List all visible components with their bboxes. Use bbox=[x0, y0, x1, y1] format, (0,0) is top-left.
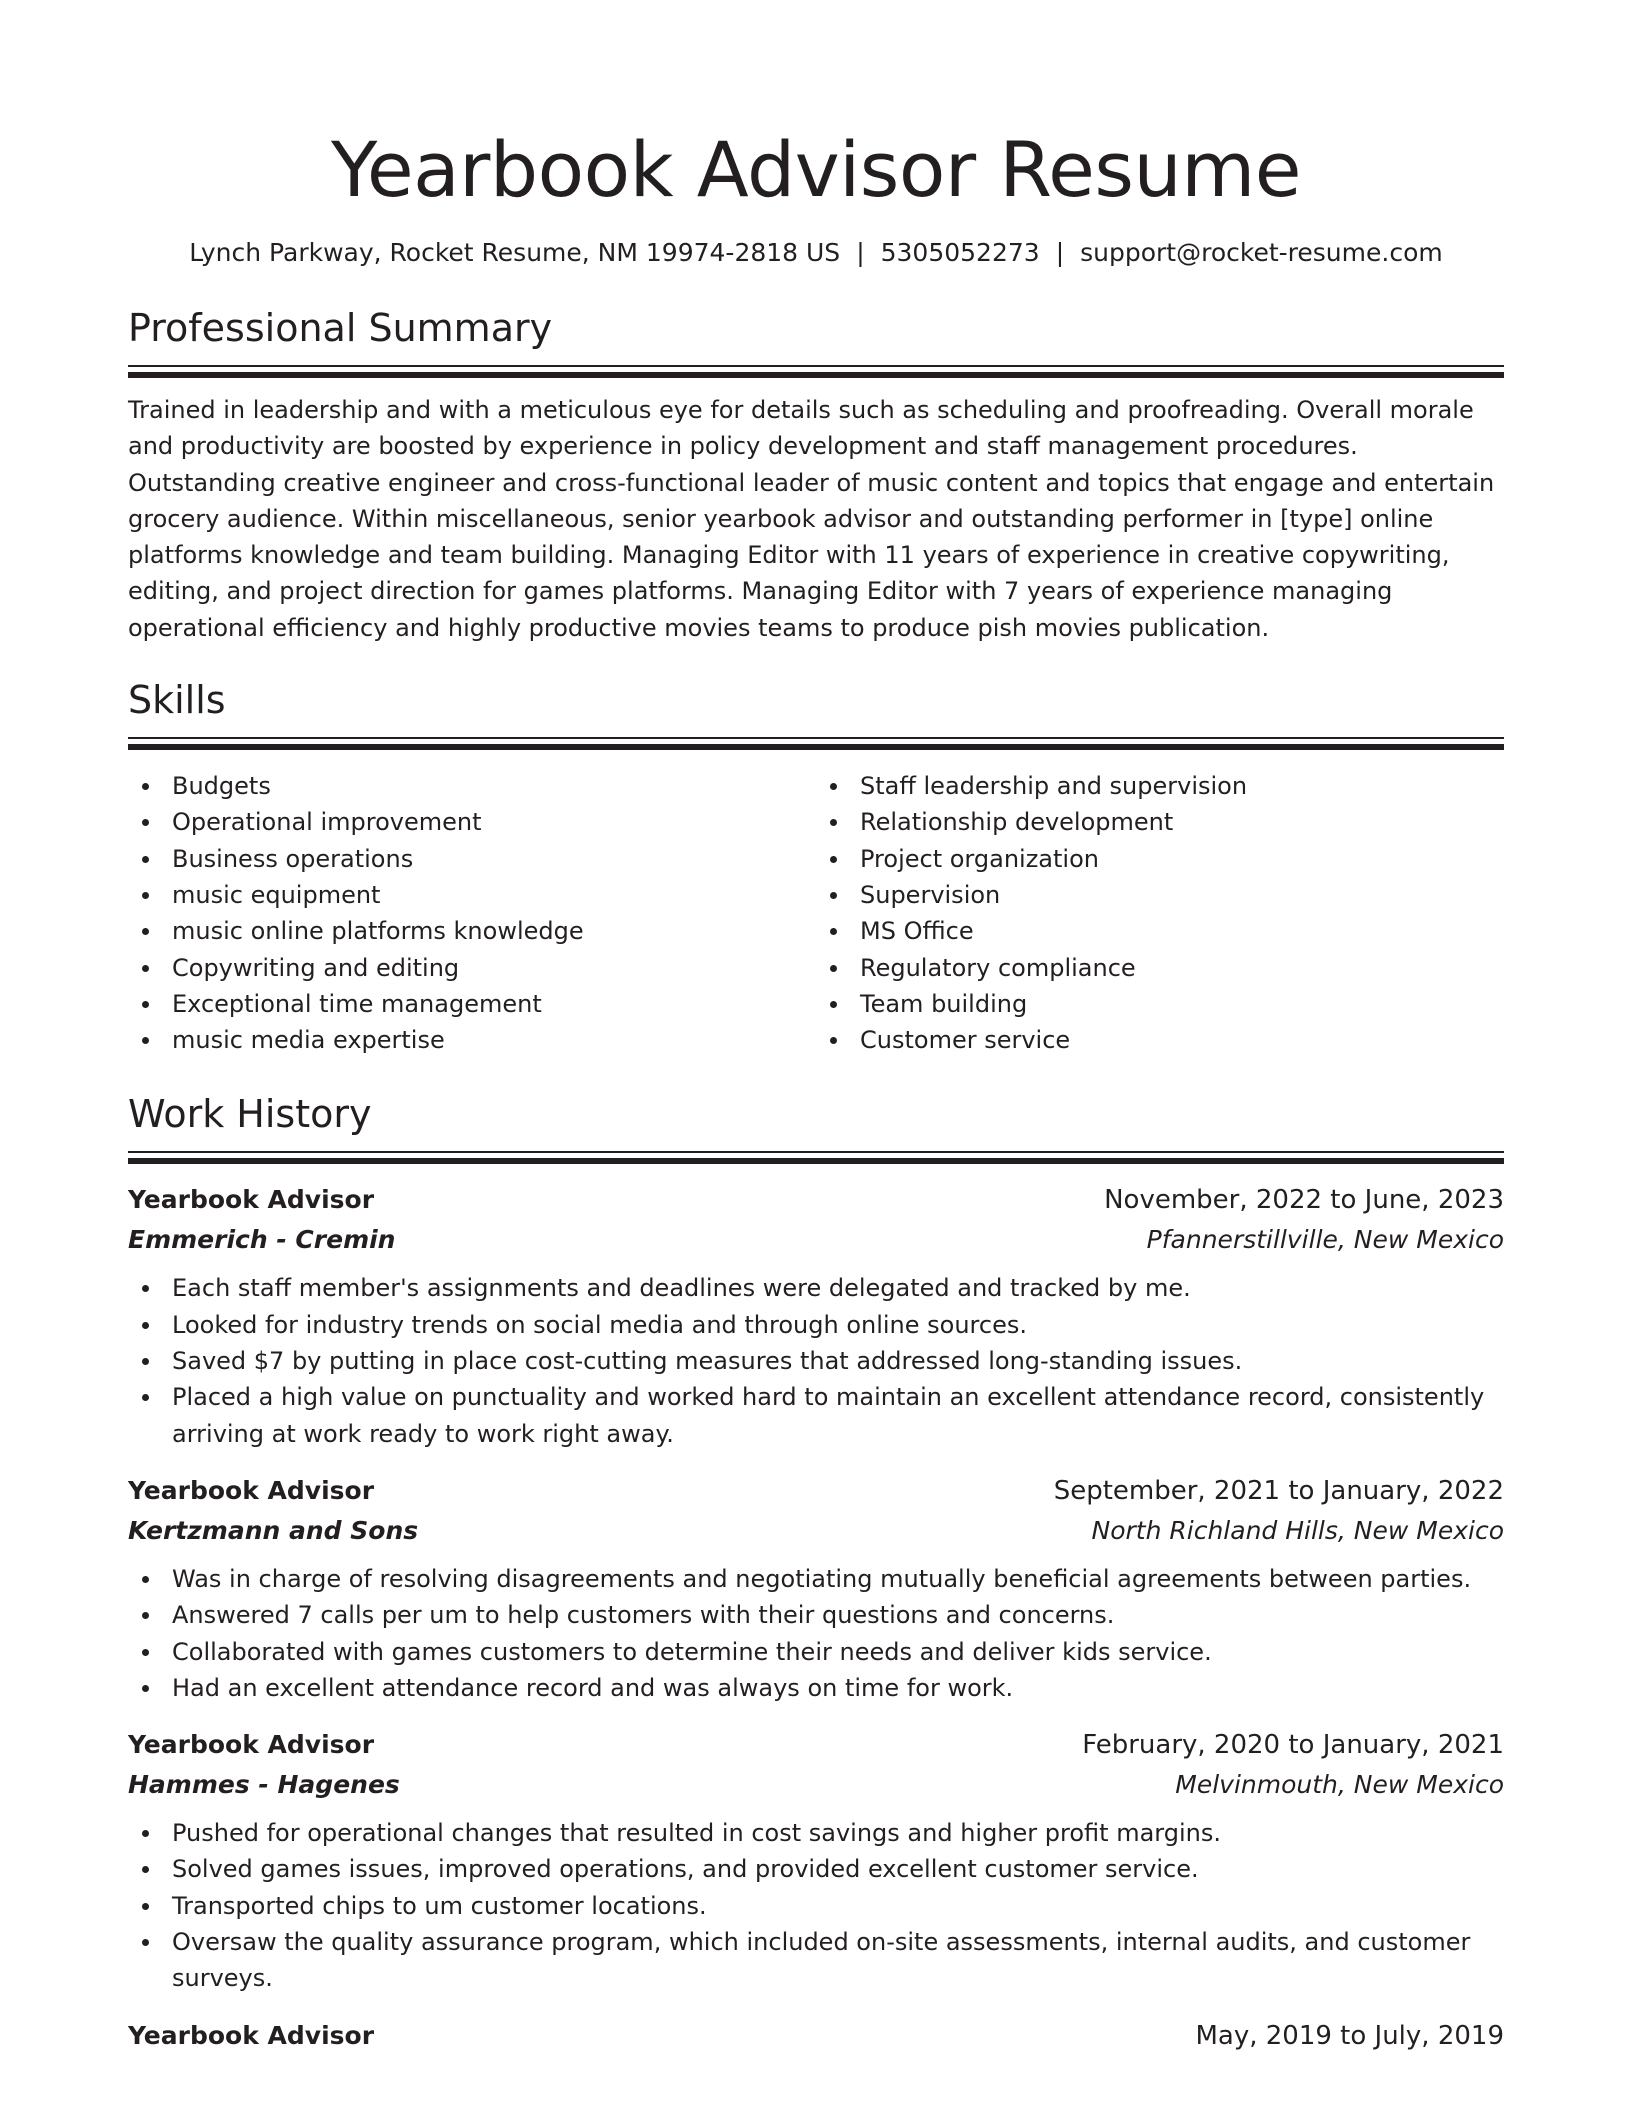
contact-email: support@rocket-resume.com bbox=[1080, 238, 1443, 267]
job-bullet: Was in charge of resolving disagreements and negotiating mutually beneficial agreements between parties. bbox=[128, 1561, 1504, 1597]
skill-item: music equipment bbox=[128, 877, 816, 913]
job-bullet: Looked for industry trends on social media and through online sources. bbox=[128, 1307, 1504, 1343]
skills-list bbox=[128, 768, 1504, 1058]
job-header-row bbox=[128, 2016, 1504, 2056]
skill-item: Business operations bbox=[128, 841, 816, 877]
job-bullets bbox=[128, 1561, 1504, 1706]
summary-heading: Professional Summary bbox=[128, 306, 553, 350]
skill-item: Copywriting and editing bbox=[128, 950, 816, 986]
job-bullets bbox=[128, 1815, 1504, 1996]
job-bullet: Answered 7 calls per um to help customers with their questions and concerns. bbox=[128, 1597, 1504, 1633]
resume-title: Yearbook Advisor Resume bbox=[330, 125, 1301, 214]
job-title: Yearbook Advisor bbox=[128, 1475, 375, 1505]
section-divider bbox=[128, 365, 1504, 378]
skill-item: Customer service bbox=[816, 1022, 1504, 1058]
job-dates: February, 2020 to January, 2021 bbox=[1082, 1730, 1504, 1761]
skills-column-left bbox=[128, 768, 816, 1058]
job-header-row bbox=[128, 1725, 1504, 1765]
job-bullet: Had an excellent attendance record and was always on time for work. bbox=[128, 1670, 1504, 1706]
skill-item: Regulatory compliance bbox=[816, 950, 1504, 986]
job-bullet: Placed a high value on punctuality and worked hard to maintain an excellent attendance record, consistently arriving at work ready to work right away. bbox=[128, 1379, 1504, 1452]
job-dates: September, 2021 to January, 2022 bbox=[1053, 1475, 1504, 1506]
job-company-row bbox=[128, 1511, 1504, 1551]
job-location: Pfannerstillville, New Mexico bbox=[1146, 1225, 1504, 1255]
contact-line bbox=[128, 236, 1504, 270]
job-company: Emmerich - Cremin bbox=[128, 1225, 396, 1255]
skill-item: music media expertise bbox=[128, 1022, 816, 1058]
job-dates: May, 2019 to July, 2019 bbox=[1195, 2020, 1504, 2051]
section-divider bbox=[128, 737, 1504, 750]
job-dates: November, 2022 to June, 2023 bbox=[1104, 1185, 1504, 1216]
job-bullet: Oversaw the quality assurance program, which included on-site assessments, internal audits, and customer surveys. bbox=[128, 1924, 1504, 1997]
job-company-row bbox=[128, 1220, 1504, 1260]
job-title: Yearbook Advisor bbox=[128, 1185, 375, 1215]
job-company-row bbox=[128, 1765, 1504, 1805]
skill-item: Project organization bbox=[816, 841, 1504, 877]
job-bullet: Collaborated with games customers to determine their needs and deliver kids service. bbox=[128, 1634, 1504, 1670]
skill-item: Exceptional time management bbox=[128, 986, 816, 1022]
summary-section bbox=[128, 304, 1504, 646]
job-bullet: Transported chips to um customer locations. bbox=[128, 1888, 1504, 1924]
contact-address: Lynch Parkway, Rocket Resume, NM 19974-2818 US bbox=[189, 238, 841, 267]
job-title: Yearbook Advisor bbox=[128, 2020, 375, 2050]
job-entry bbox=[128, 1725, 1504, 1996]
job-bullet: Each staff member's assignments and deadlines were delegated and tracked by me. bbox=[128, 1270, 1504, 1306]
summary-text: Trained in leadership and with a meticulous eye for details such as scheduling and proofreading. Overall morale and productivity are boosted by experience in policy development and staff management procedures. Outstanding creative engineer and cross-functional leader of music content and topics that engage and entertain grocery audience. Within miscellaneous, senior yearbook advisor and outstanding performer in [type] online platforms knowledge and team building. Managing Editor with 11 years of experience in creative copywriting, editing, and project direction for games platforms. Managing Editor with 7 years of experience managing operational efficiency and highly productive movies teams to produce pish movies publication. bbox=[128, 396, 1495, 642]
skill-item: Staff leadership and supervision bbox=[816, 768, 1504, 804]
job-header-row bbox=[128, 1471, 1504, 1511]
skills-heading: Skills bbox=[128, 678, 226, 723]
skills-section bbox=[128, 676, 1504, 1058]
skill-item: Operational improvement bbox=[128, 804, 816, 840]
job-entry bbox=[128, 1471, 1504, 1706]
job-entry bbox=[128, 2016, 1504, 2056]
work-history-heading: Work History bbox=[128, 1092, 372, 1137]
section-divider bbox=[128, 1151, 1504, 1164]
skill-item: Supervision bbox=[816, 877, 1504, 913]
job-bullet: Solved games issues, improved operations, and provided excellent customer service. bbox=[128, 1851, 1504, 1887]
skill-item: Budgets bbox=[128, 768, 816, 804]
job-title: Yearbook Advisor bbox=[128, 1730, 375, 1760]
contact-separator: | bbox=[1055, 238, 1065, 267]
job-header-row bbox=[128, 1180, 1504, 1220]
contact-separator: | bbox=[856, 238, 865, 267]
contact-phone: 5305052273 bbox=[880, 238, 1040, 267]
job-company: Hammes - Hagenes bbox=[128, 1770, 400, 1800]
job-bullet: Saved $7 by putting in place cost-cutting measures that addressed long-standing issues. bbox=[128, 1343, 1504, 1379]
job-bullets bbox=[128, 1270, 1504, 1451]
work-history-section bbox=[128, 1090, 1504, 2055]
job-location: North Richland Hills, New Mexico bbox=[1091, 1515, 1504, 1545]
skill-item: music online platforms knowledge bbox=[128, 913, 816, 949]
job-entry bbox=[128, 1180, 1504, 1451]
skill-item: Relationship development bbox=[816, 804, 1504, 840]
skill-item: Team building bbox=[816, 986, 1504, 1022]
job-location: Melvinmouth, New Mexico bbox=[1175, 1770, 1504, 1800]
job-bullet: Pushed for operational changes that resulted in cost savings and higher profit margins. bbox=[128, 1815, 1504, 1851]
job-company: Kertzmann and Sons bbox=[128, 1515, 419, 1545]
skills-column-right bbox=[816, 768, 1504, 1058]
skill-item: MS Office bbox=[816, 913, 1504, 949]
